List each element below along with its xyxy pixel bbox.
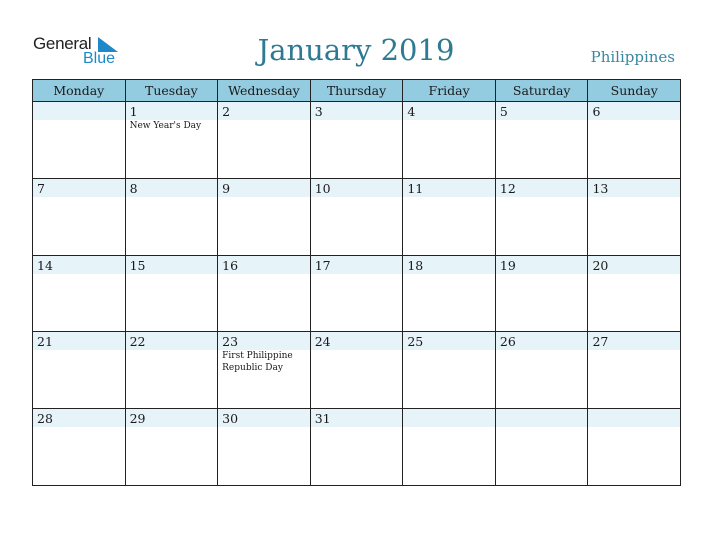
day-number: 13 (592, 180, 609, 196)
day-number-band (588, 102, 680, 120)
day-number: 4 (407, 104, 416, 119)
weekday-friday: Friday (402, 80, 495, 101)
day-cell[interactable] (125, 332, 218, 408)
day-number: 7 (37, 180, 45, 196)
day-cell[interactable] (217, 332, 310, 408)
day-cell[interactable] (495, 256, 588, 332)
day-number-band (496, 409, 588, 427)
day-cell[interactable] (217, 179, 310, 255)
holiday-label: First Philippine Republic Day (222, 351, 293, 373)
calendar-weeks (33, 102, 680, 486)
day-cell[interactable] (402, 332, 495, 408)
day-number: 23 (222, 334, 239, 350)
day-number: 6 (592, 104, 601, 119)
day-number: 21 (37, 334, 53, 350)
weekday-wednesday: Wednesday (217, 80, 310, 101)
day-cell[interactable] (587, 256, 680, 332)
day-cell[interactable] (495, 409, 588, 486)
day-number-band (588, 409, 680, 427)
day-number: 17 (314, 257, 331, 273)
day-number-band (496, 102, 588, 120)
day-cell[interactable] (33, 179, 125, 255)
day-number: 22 (129, 334, 146, 350)
day-number-band (33, 179, 125, 197)
day-number: 8 (129, 180, 138, 196)
day-number-band (126, 179, 218, 197)
day-number-band (33, 102, 125, 120)
day-number: 1 (129, 104, 138, 119)
day-number: 3 (314, 104, 323, 119)
day-cell[interactable] (310, 102, 403, 178)
day-cell[interactable] (495, 102, 588, 178)
day-cell[interactable] (310, 256, 403, 332)
day-number: 11 (407, 180, 424, 196)
day-number: 31 (314, 411, 331, 427)
day-number: 9 (222, 180, 231, 196)
day-number: 28 (37, 411, 53, 427)
day-cell[interactable] (217, 102, 310, 178)
weekday-saturday: Saturday (495, 80, 588, 101)
day-number: 24 (314, 334, 331, 350)
day-number: 12 (499, 180, 516, 196)
day-cell[interactable] (310, 332, 403, 408)
day-cell[interactable] (495, 179, 588, 255)
day-cell[interactable] (587, 102, 680, 178)
day-number-band (218, 179, 310, 197)
day-cell[interactable] (33, 102, 125, 178)
week-row (33, 102, 680, 179)
week-row (33, 332, 680, 409)
day-cell[interactable] (217, 409, 310, 486)
day-cell[interactable] (217, 256, 310, 332)
day-cell[interactable] (587, 332, 680, 408)
weekday-monday: Monday (53, 83, 105, 98)
week-row (33, 256, 680, 333)
week-row (33, 409, 680, 486)
day-cell[interactable] (125, 256, 218, 332)
day-number: 20 (592, 257, 609, 273)
day-number: 10 (314, 180, 331, 196)
day-number-band (403, 409, 495, 427)
weekday-sunday: Sunday (587, 80, 680, 101)
day-number: 27 (592, 334, 609, 350)
day-number: 29 (129, 411, 146, 427)
weekday-tuesday: Tuesday (125, 80, 218, 101)
day-number: 26 (499, 334, 516, 350)
day-number: 2 (222, 104, 231, 119)
day-cell[interactable] (33, 409, 125, 486)
week-row (33, 179, 680, 256)
day-number: 5 (499, 104, 508, 119)
day-number: 19 (499, 257, 516, 273)
country-label: Philippines (590, 48, 675, 66)
day-number: 15 (129, 257, 146, 273)
logo-text-general: General (33, 34, 92, 53)
day-cell[interactable] (310, 179, 403, 255)
day-cell[interactable] (125, 179, 218, 255)
holiday-label: New Year's Day (129, 121, 202, 131)
day-number: 16 (222, 257, 239, 273)
day-number: 18 (407, 257, 424, 273)
logo-text-blue: Blue (83, 50, 116, 67)
day-cell[interactable] (125, 102, 218, 178)
day-cell[interactable] (587, 179, 680, 255)
day-number: 14 (37, 257, 53, 273)
day-number-band (218, 102, 310, 120)
day-cell[interactable] (495, 332, 588, 408)
page-title: January 2019 (257, 33, 455, 67)
calendar-grid (32, 79, 681, 486)
weekday-thursday: Thursday (310, 80, 403, 101)
day-number: 25 (407, 334, 424, 350)
day-number: 30 (222, 411, 239, 427)
day-cell[interactable] (33, 256, 125, 332)
day-cell[interactable] (402, 179, 495, 255)
day-number-band (311, 102, 403, 120)
day-number-band (403, 102, 495, 120)
day-cell[interactable] (402, 256, 495, 332)
day-cell[interactable] (33, 332, 125, 408)
day-cell[interactable] (125, 409, 218, 486)
weekday-header (33, 80, 680, 102)
day-cell[interactable] (310, 409, 403, 486)
day-cell[interactable] (587, 409, 680, 486)
day-cell[interactable] (402, 102, 495, 178)
day-cell[interactable] (402, 409, 495, 486)
day-number-band (126, 102, 218, 120)
